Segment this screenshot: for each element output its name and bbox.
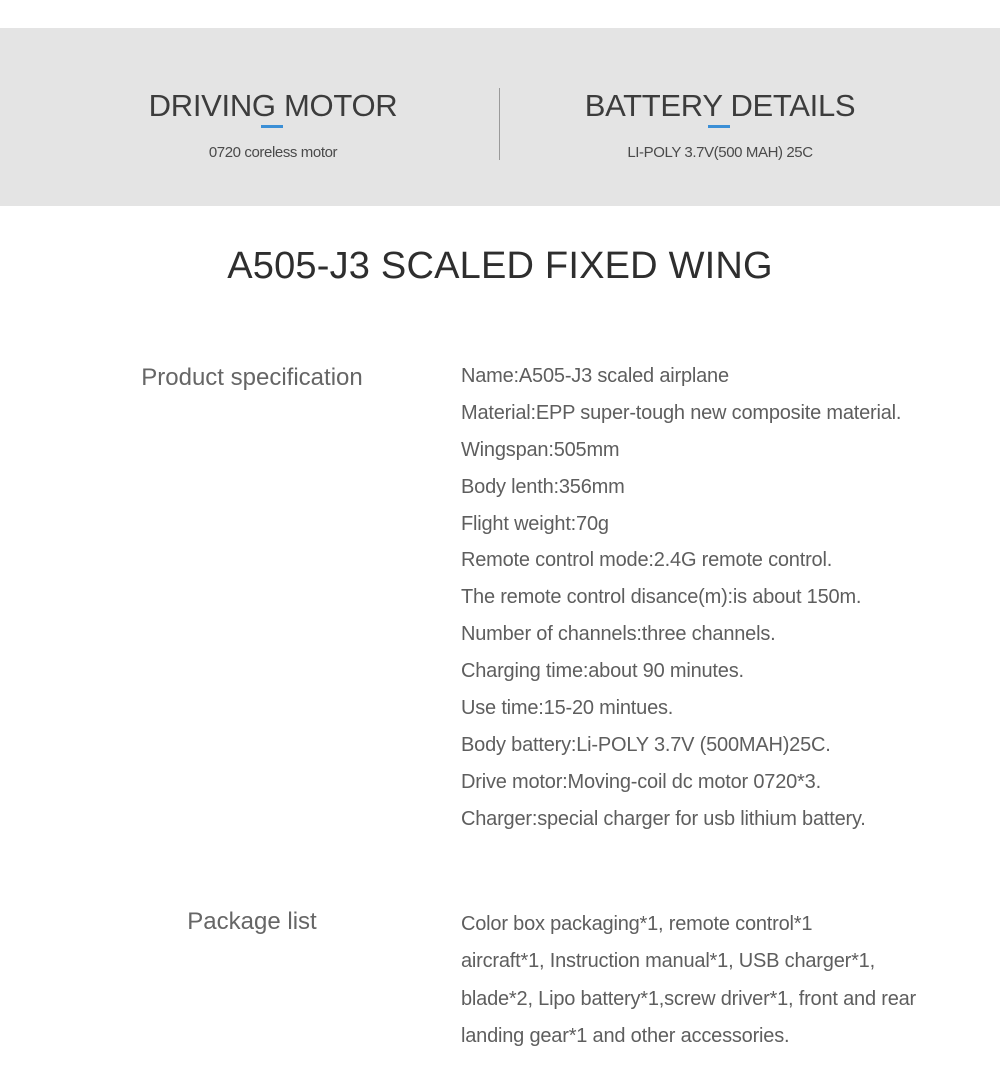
package-line: blade*2, Lipo battery*1,screw driver*1, front and rear — [461, 987, 917, 1010]
package-list — [461, 906, 991, 1055]
spec-line: Wingspan:505mm — [461, 438, 620, 461]
spec-line: Remote control mode:2.4G remote control. — [461, 549, 833, 572]
title-accent-underline — [261, 125, 283, 128]
spec-line: Drive motor:Moving-coil dc motor 0720*3. — [461, 770, 821, 793]
package-line: Color box packaging*1, remote control*1 — [461, 913, 813, 935]
spec-line: Number of channels:three channels. — [461, 623, 776, 646]
package-list-label: Package list — [187, 908, 317, 935]
spec-line: Charging time:about 90 minutes. — [461, 660, 744, 683]
driving-motor-block — [73, 28, 473, 206]
header-divider — [499, 88, 500, 160]
header-band — [0, 28, 1000, 206]
battery-details-title: BATTERY DETAILS — [584, 88, 856, 123]
package-line: aircraft*1, Instruction manual*1, USB charger*1, — [461, 950, 875, 973]
spec-line: Body battery:Li-POLY 3.7V (500MAH)25C. — [461, 733, 831, 756]
battery-details-block — [520, 28, 920, 206]
spec-line: Material:EPP super-tough new composite material. — [461, 401, 902, 424]
spec-line: The remote control disance(m):is about 150m. — [461, 586, 862, 609]
specification-list — [461, 358, 991, 838]
spec-line: Use time:15-20 mintues. — [461, 697, 674, 720]
package-line: landing gear*1 and other accessories. — [461, 1024, 790, 1047]
product-specification-label: Product specification — [141, 364, 363, 391]
spec-line: Body lenth:356mm — [461, 475, 625, 498]
driving-motor-title: DRIVING MOTOR — [148, 88, 398, 123]
title-accent-underline — [708, 125, 730, 128]
spec-line: Charger:special charger for usb lithium battery. — [461, 807, 866, 830]
page-title: A505-J3 SCALED FIXED WING — [227, 245, 773, 287]
driving-motor-detail: 0720 coreless motor — [208, 144, 338, 161]
spec-line: Name:A505-J3 scaled airplane — [461, 365, 729, 387]
battery-details-detail: LI-POLY 3.7V(500 MAH) 25C — [627, 144, 813, 161]
spec-line: Flight weight:70g — [461, 512, 609, 535]
